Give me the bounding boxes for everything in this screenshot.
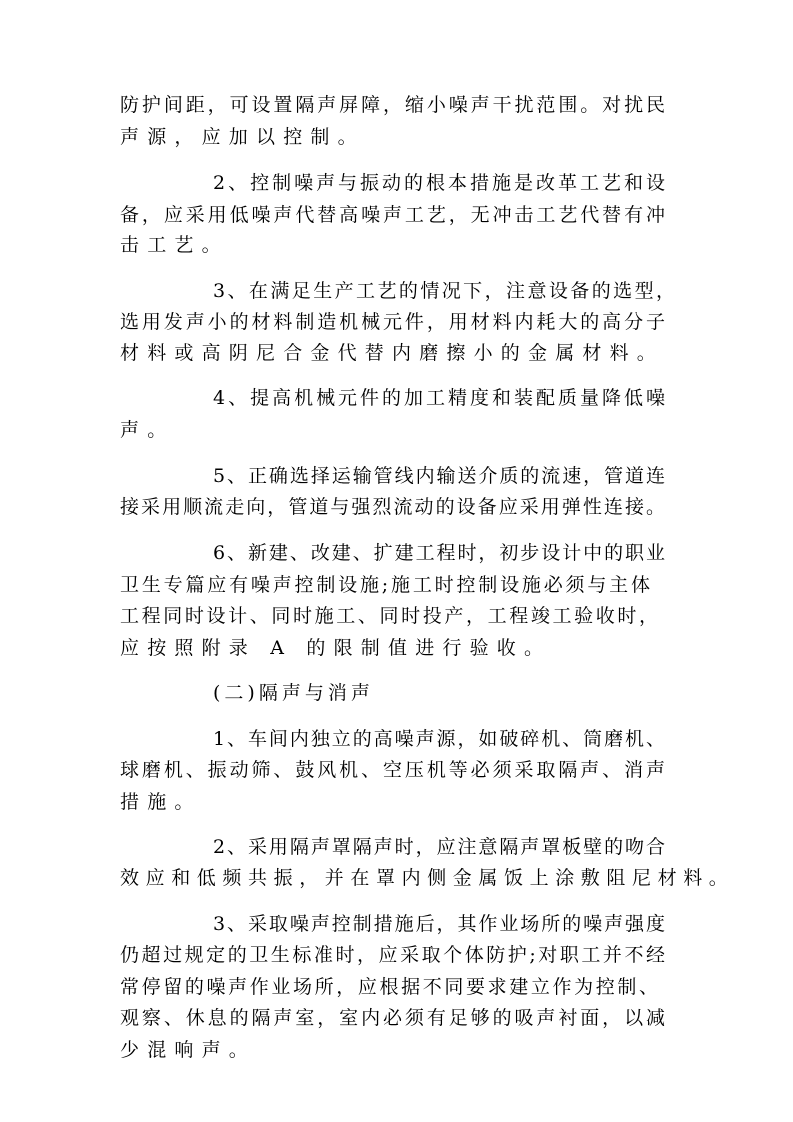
text-line: 效应和低频共振，并在罩内侧金属饭上涂敷阻尼材料。 xyxy=(120,867,735,889)
text-line: 5、正确选择运输管线内输送介质的流速，管道连 xyxy=(213,465,665,487)
text-line: 少混响声。 xyxy=(120,1039,257,1061)
text-line: 击工艺。 xyxy=(120,234,229,256)
text-line: 2、控制噪声与振动的根本措施是改革工艺和设 xyxy=(213,172,665,194)
text-line: 3、采取噪声控制措施后，其作业场所的噪声强度 xyxy=(213,913,665,935)
text-line: 4、提高机械元件的加工精度和装配质量降低噪 xyxy=(213,387,665,409)
text-line: 常停留的噪声作业场所，应根据不同要求建立作为控制、 xyxy=(120,976,658,998)
text-line: 3、在满足生产工艺的情况下，注意设备的选型， xyxy=(213,280,675,302)
heading-text: (二)隔声与消声 xyxy=(213,682,374,704)
text-line: 6、新建、改建、扩建工程时，初步设计中的职业 xyxy=(213,542,665,564)
text-line: 声源，应加以控制。 xyxy=(120,126,365,148)
text-line: 措施。 xyxy=(120,791,202,813)
text-line: 球磨机、振动筛、鼓风机、空压机等必须采取隔声、消声 xyxy=(120,759,665,781)
text-line: 观察、休息的隔声室，室内必须有足够的吸声衬面，以减 xyxy=(120,1007,665,1029)
text-line: 备，应采用低噪声代替高噪声工艺，无冲击工艺代替有冲 xyxy=(120,204,665,226)
text-line: 卫生专篇应有噪声控制设施;施工时控制设施必须与主体 xyxy=(120,574,650,596)
text-line: 仍超过规定的卫生标准时，应采取个体防护;对职工并不经 xyxy=(120,944,665,966)
text-line: 声。 xyxy=(120,419,175,441)
text-line: 材料或高阴尼合金代替内磨擦小的金属材料。 xyxy=(120,342,665,364)
text-line: 工程同时设计、同时施工、同时投产，工程竣工验收时， xyxy=(120,605,658,627)
text-line: 选用发声小的材料制造机械元件，用材料内耗大的高分子 xyxy=(120,311,665,333)
text-line: 应按照附录 A 的限制值进行验收。 xyxy=(120,637,552,659)
text-line: 1、车间内独立的高噪声源，如破碎机、筒磨机、 xyxy=(213,728,665,750)
text-line: 防护间距，可设置隔声屏障，缩小噪声干扰范围。对扰民 xyxy=(120,94,665,116)
text-line: 接采用顺流走向，管道与强烈流动的设备应采用弹性连接。 xyxy=(120,496,665,518)
text-line: 2、采用隔声罩隔声时，应注意隔声罩板壁的吻合 xyxy=(213,836,665,858)
